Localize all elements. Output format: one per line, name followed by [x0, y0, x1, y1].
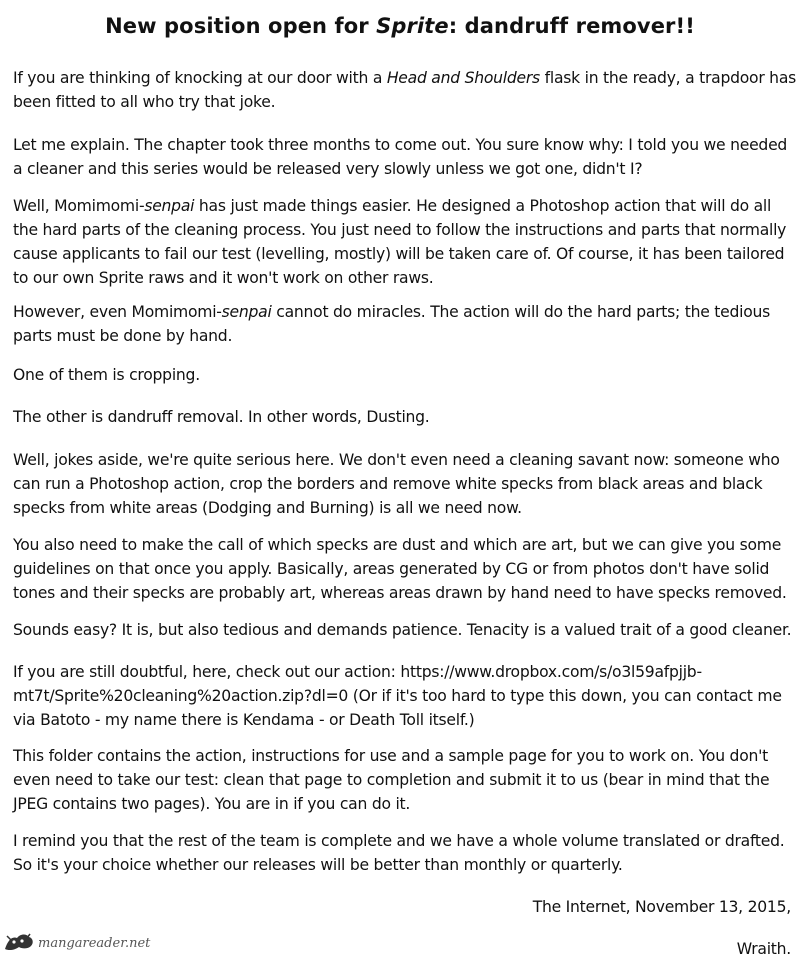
paragraph-3: [13, 194, 793, 290]
watermark: [2, 928, 150, 958]
text-line: [13, 300, 793, 324]
text-run: has just made things easier. He designed a Photoshop action that will do all: [194, 197, 772, 215]
paragraph-2: [13, 133, 793, 181]
paragraph-12: [13, 829, 793, 877]
text-line: JPEG contains two pages). You are in if you can do it.: [13, 795, 411, 813]
text-line: can run a Photoshop action, crop the borders and remove white specks from black areas and black: [13, 475, 763, 493]
text-line: specks from white areas (Dodging and Burning) is all we need now.: [13, 499, 522, 517]
watermark-text: mangareader.net: [38, 935, 151, 951]
text-run: However, even Momimomi-: [13, 303, 222, 321]
text-line: Sounds easy? It is, but also tedious and demands patience. Tenacity is a valued trait of a good cleaner.: [13, 621, 792, 639]
text-emphasis: senpai: [221, 303, 272, 321]
mangareader-logo-icon: [2, 930, 36, 956]
text-line: This folder contains the action, instructions for use and a sample page for you to work on. You don't: [13, 747, 769, 765]
text-emphasis: senpai: [144, 197, 195, 215]
text-line: parts must be done by hand.: [13, 327, 233, 345]
text-line: to our own Sprite raws and it won't work on other raws.: [13, 269, 434, 287]
text-line: even need to take our test: clean that page to completion and submit it to us (bear in mind that the: [13, 771, 770, 789]
paragraph-8: [13, 533, 793, 605]
text-line: mt7t/Sprite%20cleaning%20action.zip?dl=0 (Or if it's too hard to type this down, you can contact me: [13, 687, 782, 705]
paragraph-11: [13, 744, 793, 816]
text-line: Let me explain. The chapter took three months to come out. You sure know why: I told you we needed: [13, 136, 788, 154]
text-line: You also need to make the call of which specks are dust and which are art, but we can give you some: [13, 536, 782, 554]
paragraph-5: [13, 363, 793, 387]
title-post: : dandruff remover!!: [448, 14, 695, 38]
text-line: Well, jokes aside, we're quite serious here. We don't even need a cleaning savant now: someone who: [13, 451, 780, 469]
paragraph-6: [13, 405, 793, 429]
text-run: Well, Momimomi-: [13, 197, 145, 215]
text-line: the hard parts of the cleaning process. You just need to follow the instructions and parts that normally: [13, 221, 787, 239]
text-run: flask in the ready, a trapdoor has: [539, 69, 796, 87]
text-line: So it's your choice whether our releases will be better than monthly or quarterly.: [13, 856, 623, 874]
signature-name: Wraith.: [736, 940, 791, 958]
text-run: If you are thinking of knocking at our door with a: [13, 69, 387, 87]
signature-place-date: The Internet, November 13, 2015,: [532, 898, 791, 916]
text-emphasis: Head and Shoulders: [386, 69, 540, 87]
title-emphasis: Sprite: [376, 14, 449, 38]
text-line: [13, 194, 793, 218]
paragraph-10: [13, 660, 793, 732]
paragraph-7: [13, 448, 793, 520]
paragraph-1: [13, 66, 796, 114]
text-line: via Batoto - my name there is Kendama - or Death Toll itself.): [13, 711, 475, 729]
text-run: cannot do miracles. The action will do the hard parts; the tedious: [271, 303, 771, 321]
text-line: cause applicants to fail our test (levelling, mostly) will be taken care of. Of course, it has been tailored: [13, 245, 785, 263]
text-line: [13, 66, 796, 90]
text-line: guidelines on that once you apply. Basically, areas generated by CG or from photos don't have solid: [13, 560, 770, 578]
paragraph-9: [13, 618, 793, 642]
text-line: been fitted to all who try that joke.: [13, 93, 276, 111]
title-pre: New position open for: [105, 14, 377, 38]
text-line: a cleaner and this series would be released very slowly unless we got one, didn't I?: [13, 160, 643, 178]
paragraph-4: [13, 300, 793, 348]
text-line: I remind you that the rest of the team is complete and we have a whole volume translated or drafted.: [13, 832, 785, 850]
text-line: If you are still doubtful, here, check out our action: https://www.dropbox.com/s/o3l59afpjjb-: [13, 663, 702, 681]
text-line: tones and their specks are probably art, whereas areas drawn by hand need to have specks removed.: [13, 584, 787, 602]
text-line: One of them is cropping.: [13, 366, 200, 384]
page-title: [0, 14, 800, 38]
text-line: The other is dandruff removal. In other words, Dusting.: [13, 408, 430, 426]
